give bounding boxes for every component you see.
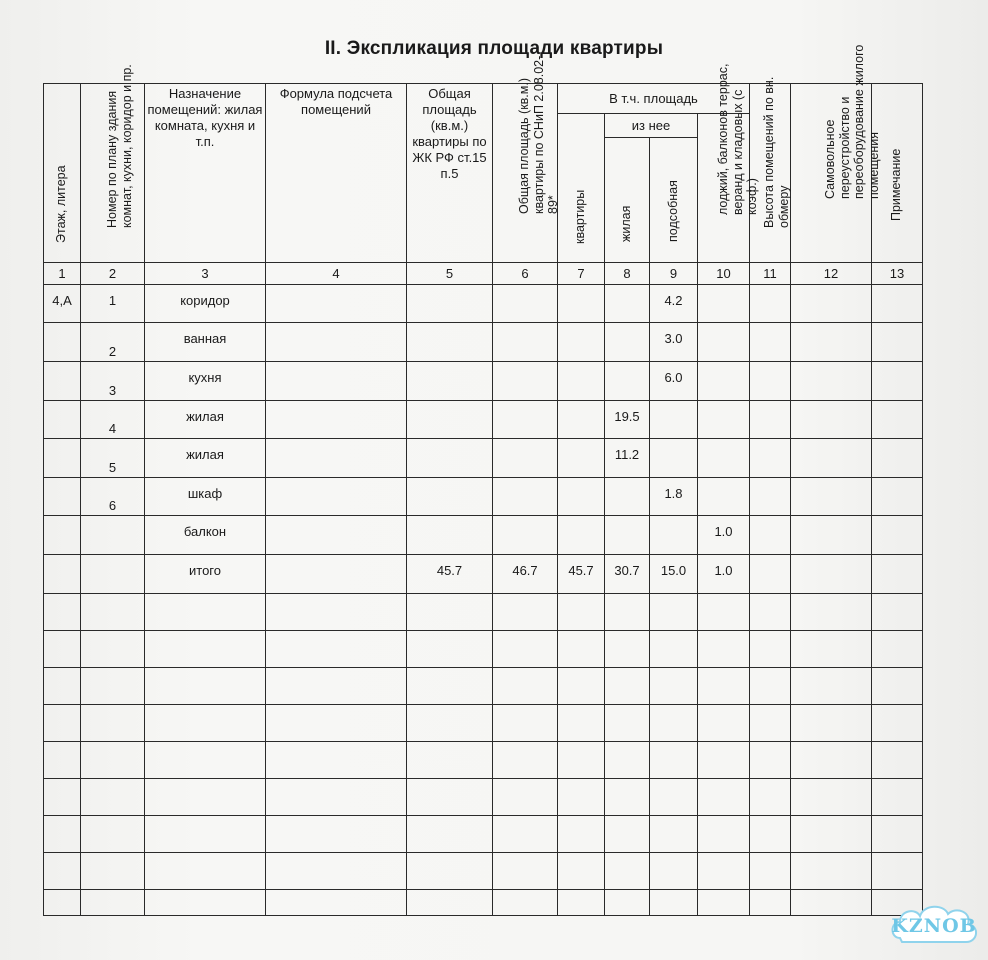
cell-podsobnaya <box>650 401 698 439</box>
cell-total-zk <box>407 516 493 555</box>
cell-balconies <box>698 439 750 478</box>
empty-cell <box>493 779 558 816</box>
empty-row <box>44 742 923 779</box>
cell-height <box>750 401 791 439</box>
cell-balconies <box>698 285 750 323</box>
empty-cell <box>407 779 493 816</box>
empty-cell <box>750 890 791 916</box>
cell-height <box>750 555 791 594</box>
empty-cell <box>145 890 266 916</box>
cell-total-snip <box>493 478 558 516</box>
empty-cell <box>81 594 145 631</box>
cell-height <box>750 362 791 401</box>
empty-cell <box>605 594 650 631</box>
cell-total-zk <box>407 323 493 362</box>
empty-cell <box>750 853 791 890</box>
table-row <box>44 362 923 401</box>
empty-cell <box>266 631 407 668</box>
header-floor: Этаж, литера <box>44 84 81 263</box>
cell-kvartiry <box>558 362 605 401</box>
col-number: 9 <box>650 263 698 285</box>
empty-cell <box>791 779 872 816</box>
cell-floor <box>44 323 81 362</box>
cell-podsobnaya <box>650 516 698 555</box>
empty-cell <box>558 668 605 705</box>
empty-cell <box>493 742 558 779</box>
empty-cell <box>750 816 791 853</box>
cell-note <box>872 478 923 516</box>
cell-formula <box>266 555 407 594</box>
empty-cell <box>266 816 407 853</box>
cell-formula <box>266 362 407 401</box>
empty-cell <box>605 742 650 779</box>
cell-zhilaya: 19.5 <box>605 401 650 439</box>
cell-total-snip <box>493 439 558 478</box>
cell-balconies <box>698 362 750 401</box>
cell-room-name: балкон <box>145 516 266 555</box>
empty-cell <box>81 705 145 742</box>
empty-cell <box>145 631 266 668</box>
cell-total-snip <box>493 323 558 362</box>
cell-self-rebuild <box>791 555 872 594</box>
cell-podsobnaya: 15.0 <box>650 555 698 594</box>
cell-kvartiry <box>558 401 605 439</box>
header-total-snip: Общая площадь (кв.м.) квартиры по СНиП 2.08.02-89* <box>493 84 558 263</box>
cell-floor <box>44 516 81 555</box>
cell-total-zk <box>407 478 493 516</box>
empty-cell <box>605 890 650 916</box>
empty-cell <box>558 742 605 779</box>
cell-zhilaya: 11.2 <box>605 439 650 478</box>
cell-room-name: кухня <box>145 362 266 401</box>
empty-cell <box>44 742 81 779</box>
cell-note <box>872 439 923 478</box>
cell-kvartiry <box>558 323 605 362</box>
empty-cell <box>698 816 750 853</box>
empty-cell <box>872 705 923 742</box>
empty-cell <box>44 890 81 916</box>
cell-zhilaya <box>605 285 650 323</box>
empty-cell <box>605 779 650 816</box>
empty-cell <box>750 742 791 779</box>
cell-self-rebuild <box>791 439 872 478</box>
cell-height <box>750 323 791 362</box>
empty-cell <box>791 668 872 705</box>
cell-height <box>750 478 791 516</box>
cell-formula <box>266 439 407 478</box>
cell-kvartiry: 45.7 <box>558 555 605 594</box>
cell-floor: 4,А <box>44 285 81 323</box>
table-row <box>44 555 923 594</box>
cell-room-number: 4 <box>81 401 145 439</box>
empty-cell <box>558 853 605 890</box>
cell-height <box>750 439 791 478</box>
empty-cell <box>698 594 750 631</box>
cell-room-number: 1 <box>81 285 145 323</box>
empty-cell <box>493 594 558 631</box>
cell-balconies <box>698 323 750 362</box>
header-plan-number <box>81 64 145 263</box>
header-note: Примечание <box>872 84 923 263</box>
cell-height <box>750 516 791 555</box>
cell-total-zk <box>407 362 493 401</box>
col-number: 11 <box>750 263 791 285</box>
empty-cell <box>872 853 923 890</box>
empty-cell <box>791 742 872 779</box>
empty-cell <box>650 853 698 890</box>
empty-row <box>44 853 923 890</box>
empty-cell <box>145 742 266 779</box>
cell-total-snip <box>493 516 558 555</box>
empty-cell <box>750 705 791 742</box>
empty-cell <box>750 631 791 668</box>
document-title: II. Экспликация площади квартиры <box>324 38 664 59</box>
empty-row <box>44 594 923 631</box>
empty-cell <box>750 594 791 631</box>
cell-floor <box>44 362 81 401</box>
empty-cell <box>605 668 650 705</box>
col-number: 10 <box>698 263 750 285</box>
empty-row <box>44 631 923 668</box>
cell-note <box>872 401 923 439</box>
empty-cell <box>81 890 145 916</box>
col-number: 6 <box>493 263 558 285</box>
empty-cell <box>407 742 493 779</box>
empty-cell <box>266 668 407 705</box>
watermark-logo: KZNOB <box>886 898 982 954</box>
empty-cell <box>81 816 145 853</box>
col-number: 4 <box>266 263 407 285</box>
cell-room-name: коридор <box>145 285 266 323</box>
header-self-rebuild: Самовольное переустройство и переоборудование жилого помещения <box>791 84 872 263</box>
header-kvartiry: квартиры <box>558 114 605 263</box>
cell-podsobnaya: 6.0 <box>650 362 698 401</box>
cell-room-number: 3 <box>81 362 145 401</box>
header-total-zk: Общая площадь (кв.м.) квартиры по ЖК РФ ст.15 п.5 <box>407 84 493 263</box>
cell-total-zk <box>407 285 493 323</box>
cell-zhilaya: 30.7 <box>605 555 650 594</box>
cell-total-zk: 45.7 <box>407 555 493 594</box>
empty-cell <box>266 594 407 631</box>
empty-cell <box>605 705 650 742</box>
col-number: 8 <box>605 263 650 285</box>
table-row <box>44 478 923 516</box>
empty-cell <box>698 779 750 816</box>
empty-cell <box>791 705 872 742</box>
empty-cell <box>698 631 750 668</box>
cell-zhilaya <box>605 323 650 362</box>
empty-cell <box>872 779 923 816</box>
cell-zhilaya <box>605 362 650 401</box>
cell-room-name: ванная <box>145 323 266 362</box>
col-number: 13 <box>872 263 923 285</box>
cell-self-rebuild <box>791 516 872 555</box>
col-number: 2 <box>81 263 145 285</box>
empty-cell <box>44 816 81 853</box>
empty-cell <box>872 742 923 779</box>
cell-zhilaya <box>605 478 650 516</box>
empty-cell <box>44 853 81 890</box>
cell-total-snip <box>493 285 558 323</box>
cell-total-snip: 46.7 <box>493 555 558 594</box>
empty-cell <box>407 668 493 705</box>
cell-room-name: жилая <box>145 401 266 439</box>
empty-cell <box>872 668 923 705</box>
cell-note <box>872 362 923 401</box>
empty-cell <box>791 890 872 916</box>
empty-cell <box>605 816 650 853</box>
cell-height <box>750 285 791 323</box>
cell-formula <box>266 285 407 323</box>
header-group-vtch: В т.ч. площадь <box>558 84 750 114</box>
empty-cell <box>81 668 145 705</box>
header-height: Высота помещений по вн. обмеру <box>750 84 791 263</box>
col-number: 1 <box>44 263 81 285</box>
table-row <box>44 285 923 323</box>
cell-zhilaya <box>605 516 650 555</box>
empty-cell <box>407 816 493 853</box>
cell-note <box>872 555 923 594</box>
empty-cell <box>44 631 81 668</box>
table-row <box>44 516 923 555</box>
header-zhilaya: жилая <box>605 138 650 263</box>
empty-cell <box>145 779 266 816</box>
cell-self-rebuild <box>791 401 872 439</box>
cell-self-rebuild <box>791 478 872 516</box>
empty-cell <box>650 668 698 705</box>
empty-cell <box>407 594 493 631</box>
cell-note <box>872 285 923 323</box>
header-podsobnaya: подсобная <box>650 138 698 263</box>
cell-podsobnaya: 3.0 <box>650 323 698 362</box>
empty-cell <box>44 705 81 742</box>
cell-balconies <box>698 478 750 516</box>
empty-cell <box>81 779 145 816</box>
cell-self-rebuild <box>791 362 872 401</box>
empty-cell <box>266 890 407 916</box>
empty-cell <box>558 705 605 742</box>
empty-cell <box>145 668 266 705</box>
cell-room-number: 2 <box>81 323 145 362</box>
cell-floor <box>44 401 81 439</box>
col-number: 3 <box>145 263 266 285</box>
empty-cell <box>558 816 605 853</box>
cell-note <box>872 323 923 362</box>
cell-kvartiry <box>558 285 605 323</box>
empty-cell <box>493 890 558 916</box>
empty-cell <box>266 742 407 779</box>
empty-cell <box>407 853 493 890</box>
empty-cell <box>407 705 493 742</box>
cell-podsobnaya: 1.8 <box>650 478 698 516</box>
empty-cell <box>558 890 605 916</box>
empty-cell <box>493 668 558 705</box>
table-row <box>44 401 923 439</box>
empty-cell <box>558 779 605 816</box>
empty-row <box>44 705 923 742</box>
empty-cell <box>558 594 605 631</box>
empty-cell <box>750 668 791 705</box>
cell-room-number: 6 <box>81 478 145 516</box>
col-number: 5 <box>407 263 493 285</box>
empty-cell <box>698 742 750 779</box>
empty-cell <box>81 742 145 779</box>
empty-row <box>44 779 923 816</box>
col-number: 12 <box>791 263 872 285</box>
table-row <box>44 323 923 362</box>
empty-cell <box>791 631 872 668</box>
empty-cell <box>407 631 493 668</box>
empty-cell <box>81 631 145 668</box>
empty-cell <box>650 890 698 916</box>
cell-balconies: 1.0 <box>698 516 750 555</box>
empty-cell <box>266 779 407 816</box>
empty-cell <box>407 890 493 916</box>
cell-floor <box>44 439 81 478</box>
empty-cell <box>650 742 698 779</box>
cell-formula <box>266 401 407 439</box>
cell-total-zk <box>407 401 493 439</box>
cell-note <box>872 516 923 555</box>
empty-cell <box>650 779 698 816</box>
cell-kvartiry <box>558 439 605 478</box>
empty-cell <box>698 890 750 916</box>
header-plan-number-text: Номер по плану здания комнат, кухни, коридор и пр. <box>104 64 133 228</box>
empty-row <box>44 668 923 705</box>
cell-total-snip <box>493 401 558 439</box>
cell-total-zk <box>407 439 493 478</box>
cell-floor <box>44 478 81 516</box>
empty-cell <box>493 816 558 853</box>
empty-row <box>44 890 923 916</box>
empty-cell <box>872 631 923 668</box>
cell-kvartiry <box>558 478 605 516</box>
cell-formula <box>266 516 407 555</box>
cell-room-name: итого <box>145 555 266 594</box>
empty-cell <box>44 668 81 705</box>
column-number-row <box>44 263 923 285</box>
empty-row <box>44 816 923 853</box>
cell-balconies: 1.0 <box>698 555 750 594</box>
table-row <box>44 439 923 478</box>
cell-self-rebuild <box>791 323 872 362</box>
empty-cell <box>145 594 266 631</box>
cell-room-name: шкаф <box>145 478 266 516</box>
empty-cell <box>698 668 750 705</box>
empty-cell <box>145 853 266 890</box>
cell-room-number <box>81 555 145 594</box>
cell-room-name: жилая <box>145 439 266 478</box>
empty-cell <box>650 816 698 853</box>
cell-kvartiry <box>558 516 605 555</box>
cell-podsobnaya: 4.2 <box>650 285 698 323</box>
empty-cell <box>650 594 698 631</box>
header-balconies: лоджий, балконов террас, веранд и кладовых (с коэф.) <box>698 114 750 263</box>
cell-floor <box>44 555 81 594</box>
empty-cell <box>605 853 650 890</box>
empty-cell <box>493 853 558 890</box>
col-number: 7 <box>558 263 605 285</box>
empty-cell <box>145 816 266 853</box>
empty-cell <box>605 631 650 668</box>
cell-total-snip <box>493 362 558 401</box>
empty-cell <box>493 631 558 668</box>
empty-cell <box>266 705 407 742</box>
empty-cell <box>791 816 872 853</box>
empty-cell <box>81 853 145 890</box>
empty-cell <box>750 779 791 816</box>
cell-self-rebuild <box>791 285 872 323</box>
cell-formula <box>266 478 407 516</box>
empty-cell <box>44 594 81 631</box>
empty-cell <box>493 705 558 742</box>
empty-cell <box>145 705 266 742</box>
empty-cell <box>266 853 407 890</box>
empty-cell <box>791 853 872 890</box>
empty-cell <box>650 631 698 668</box>
header-group-iznee: из нее <box>605 114 698 138</box>
empty-cell <box>698 705 750 742</box>
empty-cell <box>872 816 923 853</box>
cell-formula <box>266 323 407 362</box>
cell-balconies <box>698 401 750 439</box>
header-formula: Формула подсчета помещений <box>266 84 407 263</box>
empty-cell <box>558 631 605 668</box>
empty-cell <box>872 594 923 631</box>
cell-room-number <box>81 516 145 555</box>
empty-cell <box>650 705 698 742</box>
header-purpose: Назначение помещений: жилая комната, кухня и т.п. <box>145 84 266 263</box>
cell-podsobnaya <box>650 439 698 478</box>
empty-cell <box>791 594 872 631</box>
cell-room-number: 5 <box>81 439 145 478</box>
empty-cell <box>698 853 750 890</box>
empty-cell <box>44 779 81 816</box>
